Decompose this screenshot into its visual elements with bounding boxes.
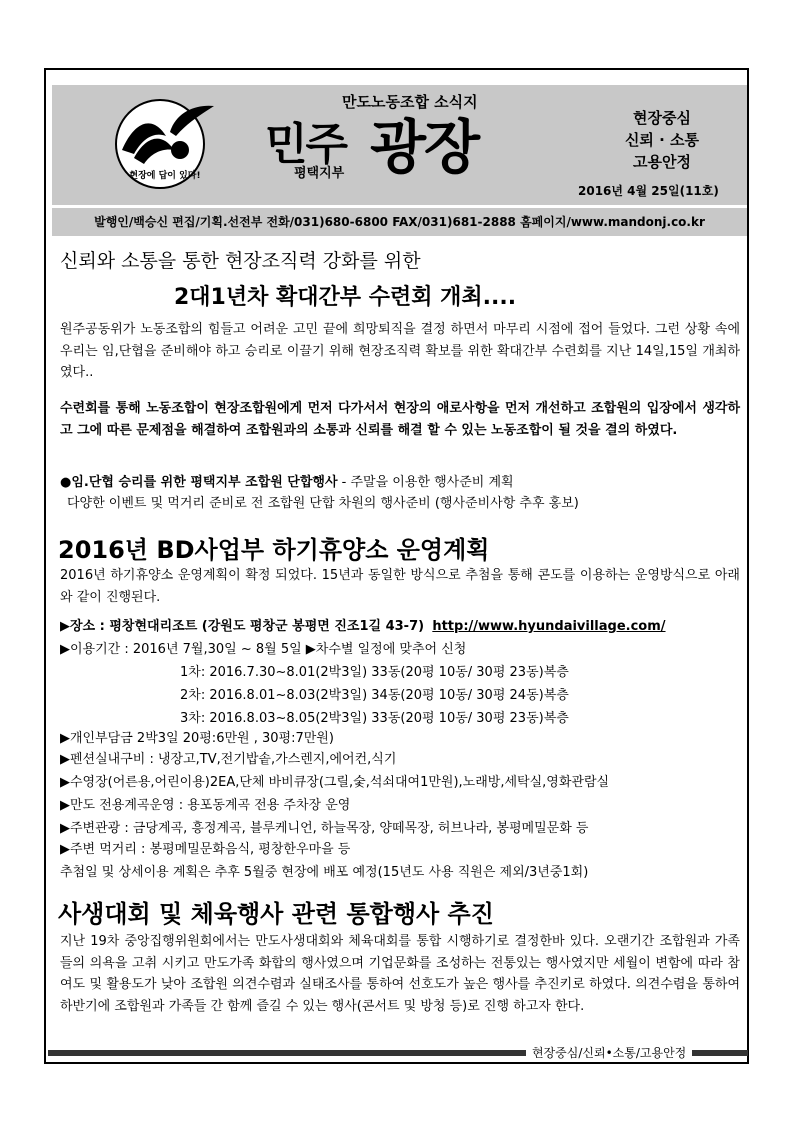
article1-bullet (60, 471, 514, 490)
logo-caption: 현장에 답이 있다! (129, 171, 201, 181)
info-line: ▶주변 먹거리 : 봉평메밀문화음식, 평창한우마을 등 (60, 842, 351, 857)
article2-title: 2016년 BD사업부 하기휴양소 운영계획 (58, 536, 490, 564)
article2-period: ▶이용기간 : 2016년 7월,30일 ~ 8월 5일 ▶차수별 일정에 맞추어 신청 (60, 642, 467, 657)
article1-subtitle: 신뢰와 소통을 통한 현장조직력 강화를 위한 (60, 250, 421, 272)
article3-title: 사생대회 및 체육행사 관련 통합행사 추진 (58, 900, 494, 928)
newsletter-title-a: 민주 (265, 119, 347, 170)
article1-bullet-detail: 다양한 이벤트 및 먹거리 준비로 전 조합원 단합 차원의 행사준비 (행사준비사항 추후 홍보) (67, 496, 579, 511)
slogan-line: 현장중심 (633, 109, 691, 127)
round-line: 3차: 2016.8.03~8.05(2박3일) 33동(20평 10동/ 30평 23동)복층 (180, 711, 569, 726)
article2-place (60, 615, 666, 634)
slogan-box (608, 107, 716, 173)
slogan-line: 신뢰 · 소통 (624, 131, 700, 149)
article3-paragraph: 지난 19차 중앙집행위원회에서는 만도사생대회와 체육대회를 통합 시행하기로 결정한바 있다. 오랜기간 조합원과 가족들의 의욕을 고취 시키고 만도가족 화합의 행사였으며 기업문화를 조성하는 전통있는 행사였지만 세월이 변함에 따라 참여도 및 활용도가 낮아 조합원 의견수렴과 실태조사를 통하여 선호도가 높은 행사를 추진키로 하였다. 의견수렴을 통하여 하반기에 조합원과 가족들 간 함께 즐길 수 있는 행사(콘서트 및 방청 등)로 진행 하고자 한다. (60, 934, 740, 1014)
issue-date: 2016년 4월 25일(11호) (578, 184, 719, 198)
footer-slogan: 현장중심/신뢰•소통/고용안정 (526, 1044, 692, 1061)
article1-title: 2대1년차 확대간부 수련회 개최.... (174, 285, 517, 310)
info-line: 추첨일 및 상세이용 계획은 추후 5월중 현장에 배포 예정(15년도 사용 직원은 제외/3년중1회) (60, 865, 589, 880)
info-line: ▶만도 전용계곡운영 : 용포동계곡 전용 주차장 운영 (60, 798, 351, 813)
resort-link[interactable]: http://www.hyundaivillage.com/ (432, 619, 666, 634)
round-line: 2차: 2016.8.01~8.03(2박3일) 34동(20평 10동/ 30평 24동)복층 (180, 688, 569, 703)
newsletter-kicker: 만도노동조합 소식지 (342, 93, 478, 111)
bullet-rest: - 주말을 이용한 행사준비 계획 (337, 475, 514, 490)
round-line: 1차: 2016.7.30~8.01(2박3일) 33동(20평 10동/ 30평 23동)복층 (180, 665, 569, 680)
info-line: ▶주변관광 : 금당계곡, 흥정계곡, 블루케니언, 하늘목장, 양떼목장, 허브나라, 봉평메밀문화 등 (60, 821, 589, 836)
newsletter-title-b: 광장 (370, 113, 479, 181)
info-line: ▶펜션실내구비 : 냉장고,TV,전기밥솥,가스렌지,에어컨,식기 (60, 752, 397, 767)
article1-paragraph: 원주공동위가 노동조합의 힘들고 어려운 고민 끝에 희망퇴직을 결정 하면서 마무리 시점에 접어 들었다. 그런 상황 속에 우리는 임,단협을 준비해야 하고 승리로 이끌기 위해 현장조직력 확보를 위한 확대간부 수련회를 지난 14일,15일 개최하였다.. (60, 322, 740, 380)
info-line: ▶개인부담금 2박3일 20평:6만원 , 30평:7만원) (60, 731, 334, 746)
branch-name: 평택지부 (294, 166, 345, 181)
article2-intro: 2016년 하기휴양소 운영계획이 확정 되었다. 15년과 동일한 방식으로 추첨을 통해 콘도를 이용하는 운영방식으로 아래와 같이 진행된다. (60, 568, 740, 605)
slogan-line: 고용안정 (633, 153, 691, 171)
publisher-info-bar: 발행인/백승신 편집/기획.선전부 전화/031)680-6800 FAX/031)681-2888 홈페이지/www.mandonj.co.kr (52, 208, 747, 236)
info-line: ▶수영장(어른용,어린이용)2EA,단체 바비큐장(그릴,숯,석쇠대여1만원),노래방,세탁실,영화관람실 (60, 775, 610, 790)
bullet-bold: ●임.단협 승리를 위한 평택지부 조합원 단합행사 (60, 475, 338, 490)
article1-paragraph-bold: 수련회를 통해 노동조합이 현장조합원에게 먼저 다가서서 현장의 애로사항을 먼저 개선하고 조합원의 입장에서 생각하고 그에 따른 문제점을 해결하여 조합원과의 소통과 신뢰를 해결 할 수 있는 노동조합이 될 것을 결의 하였다. (60, 401, 740, 438)
place-label: ▶장소 : 평창현대리조트 (강원도 평창군 봉평면 진조1길 43-7) (60, 619, 425, 634)
